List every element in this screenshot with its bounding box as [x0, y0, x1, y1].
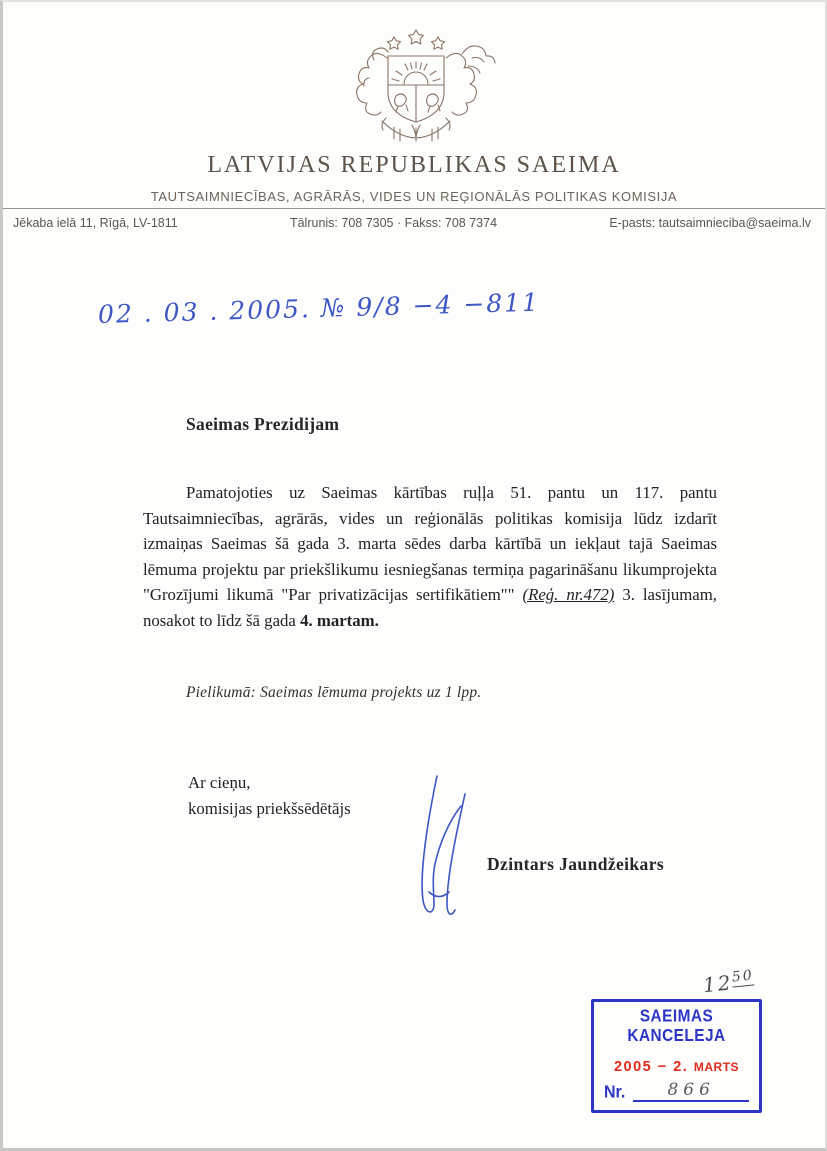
- stamp-number-row: [604, 1080, 749, 1102]
- paragraph-text: Pamatojoties uz Saeimas kārtības ruļļa 51. pantu un 117. pantu Tautsaimniecības, agrārās, vides un reģionālās politikas komisija lūdz izdarīt izmaiņas Saeimas šā gada 3. marta sēdes darba kārtībā un iekļaut tajā Saeimas lēmuma projektu par priekšlikumu iesniegšanas termiņa pagarināšanu likumprojekta "Grozījumi likumā "Par privatizācijas sertifikātiem"": [143, 483, 717, 604]
- stamp-date-month: MARTS: [693, 1060, 740, 1074]
- deadline-emphasis: 4. martam.: [300, 610, 379, 630]
- signer-name: Dzintars Jaundžeikars: [487, 854, 665, 874]
- letterhead-divider: [3, 208, 825, 209]
- stamp-title: SAEIMAS KANCELEJA: [627, 1007, 726, 1046]
- stamp-nr-label: Nr.: [604, 1083, 626, 1102]
- email-address: E-pasts: tautsaimnieciba@saeima.lv: [609, 216, 811, 230]
- latvia-coat-of-arms-icon: [334, 28, 499, 144]
- handwritten-signature: [407, 772, 487, 924]
- closing-title: komisijas priekšsēdētājs: [188, 799, 351, 818]
- committee-name: TAUTSAIMNIECĪBAS, AGRĀRĀS, VIDES UN REĢIONĀLĀS POLITIKAS KOMISIJA: [150, 189, 678, 204]
- handwritten-reference-number: 02 . 03 . 2005. № 9/8 −4 −811: [97, 287, 541, 330]
- addressee-line: Saeimas Prezidijam: [186, 414, 340, 434]
- stamp-date: [594, 1059, 759, 1075]
- pencil-time-note: [702, 967, 756, 997]
- closing-salutation: Ar cieņu,: [188, 773, 251, 792]
- attachment-note: Pielikumā: Saeimas lēmuma projekts uz 1 lpp.: [186, 684, 482, 701]
- registration-number-ref: (Reģ. nr.472): [522, 585, 615, 604]
- phone-fax: Tālrunis: 708 7305 · Fakss: 708 7374: [289, 216, 498, 230]
- paragraph-text-cont: 3. lasījumam, nosakot to līdz šā gada: [143, 585, 717, 630]
- letter-paragraph: [143, 480, 717, 633]
- contact-row: [3, 216, 825, 230]
- closing-block: [188, 770, 351, 822]
- chancellery-stamp: [591, 999, 762, 1113]
- stamp-nr-handwritten-value: 866: [633, 1080, 749, 1102]
- stamp-date-main: 2005 − 2.: [613, 1059, 689, 1075]
- time-note-main: 12: [701, 970, 734, 998]
- postal-address: Jēkaba ielā 11, Rīgā, LV-1811: [13, 216, 178, 230]
- time-note-superscript: 50: [731, 967, 755, 986]
- organization-name: LATVIJAS REPUBLIKAS SAEIMA: [207, 152, 621, 178]
